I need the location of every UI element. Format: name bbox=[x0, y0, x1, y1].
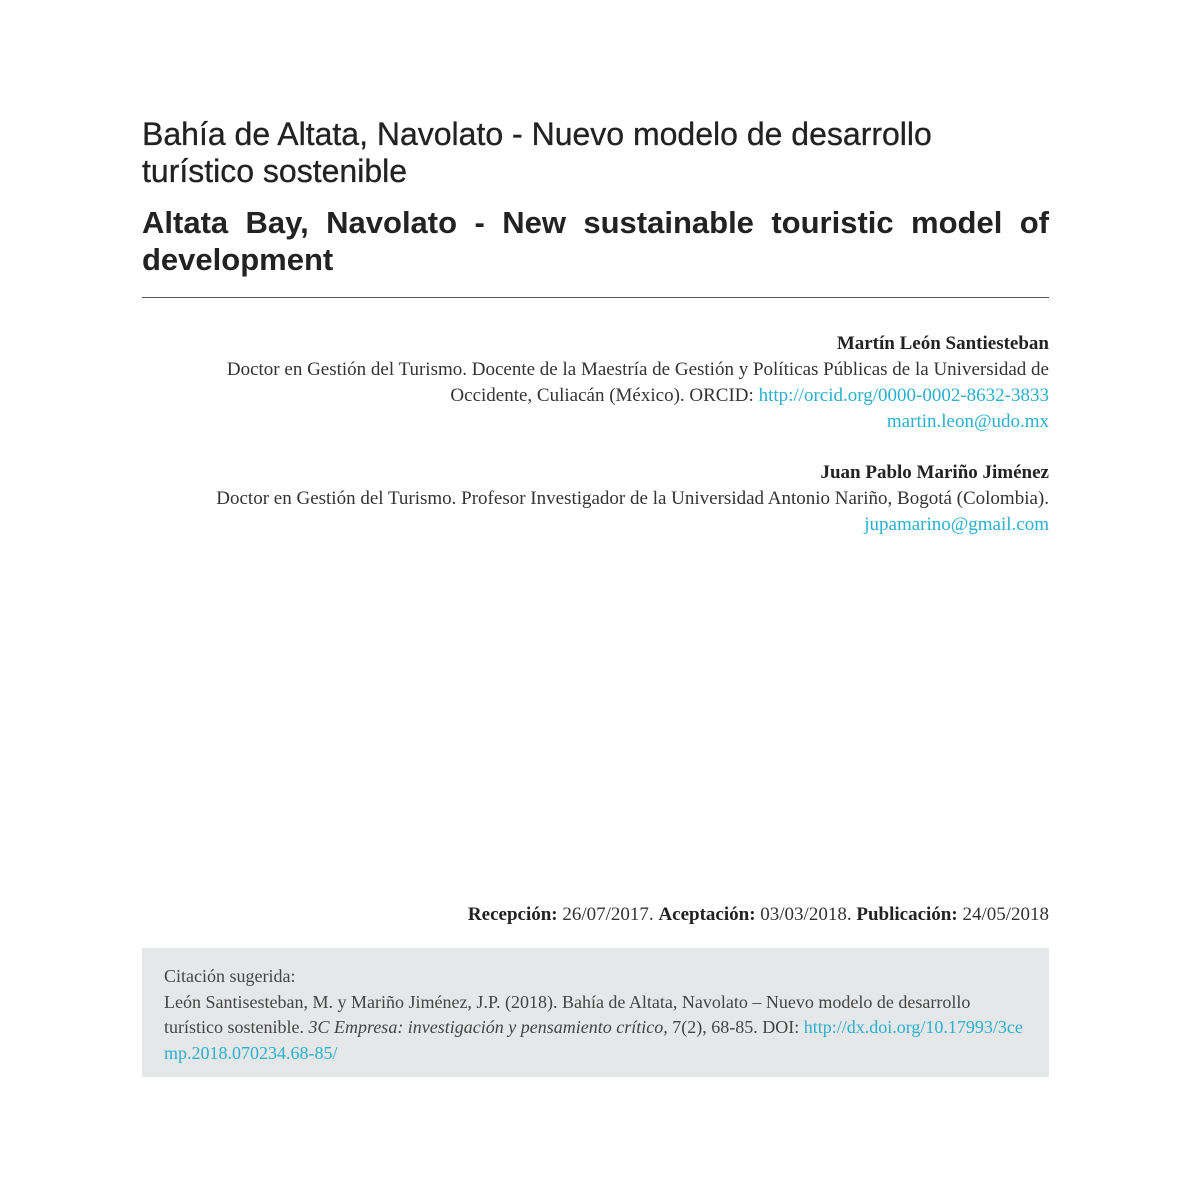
author-affiliation: Doctor en Gestión del Turismo. Profesor Investigador de la Universidad Antonio Nariño, Bogotá (Colombia). bbox=[216, 488, 1049, 509]
author-name: Martín León Santiesteban bbox=[836, 333, 1049, 354]
acceptance-date: 03/03/2018. bbox=[760, 904, 852, 925]
publication-dates bbox=[142, 902, 1049, 928]
publication-date: 24/05/2018 bbox=[962, 904, 1049, 925]
author-name: Juan Pablo Mariño Jiménez bbox=[820, 462, 1049, 483]
author-block bbox=[142, 331, 1049, 435]
citation-volume-pages: 7(2), 68-85. DOI: bbox=[672, 1017, 800, 1037]
reception-label: Recepción: bbox=[467, 904, 558, 925]
citation-text bbox=[164, 990, 1027, 1067]
publication-label: Publicación: bbox=[856, 904, 958, 925]
citation-authors-title: León Santisesteban, M. y Mariño Jiménez, J.P. (2018). Bahía de Altata, Navolato – Nuevo modelo de desarrollo turístico sostenible. bbox=[164, 991, 971, 1037]
author-affiliation bbox=[142, 357, 1049, 409]
affiliation-text: Doctor en Gestión del Turismo. Docente de la Maestría de Gestión y Políticas Públicas de la Universidad de Occidente, Culiacán (México). ORCID: bbox=[226, 359, 1049, 406]
email-link[interactable]: martin.leon@udo.mx bbox=[886, 411, 1049, 432]
citation-journal: 3C Empresa: investigación y pensamiento crítico, bbox=[308, 1017, 668, 1037]
email-link[interactable]: jupamarino@gmail.com bbox=[864, 514, 1049, 535]
reception-date: 26/07/2017. bbox=[562, 904, 654, 925]
title-divider bbox=[142, 297, 1049, 298]
title-english: Altata Bay, Navolato - New sustainable touristic model of development bbox=[142, 205, 1049, 277]
authors-section bbox=[142, 331, 1049, 563]
citation-heading: Citación sugerida: bbox=[164, 966, 296, 986]
acceptance-label: Aceptación: bbox=[658, 904, 756, 925]
doi-link[interactable]: http://dx.doi.org/10.17993/3cemp.2018.070234.68-85/ bbox=[164, 1017, 1023, 1063]
title-spanish: Bahía de Altata, Navolato - Nuevo modelo de desarrollo turístico sostenible bbox=[142, 116, 932, 189]
author-block bbox=[142, 460, 1049, 538]
suggested-citation-box bbox=[142, 948, 1049, 1077]
orcid-link[interactable]: http://orcid.org/0000-0002-8632-3833 bbox=[758, 385, 1049, 406]
